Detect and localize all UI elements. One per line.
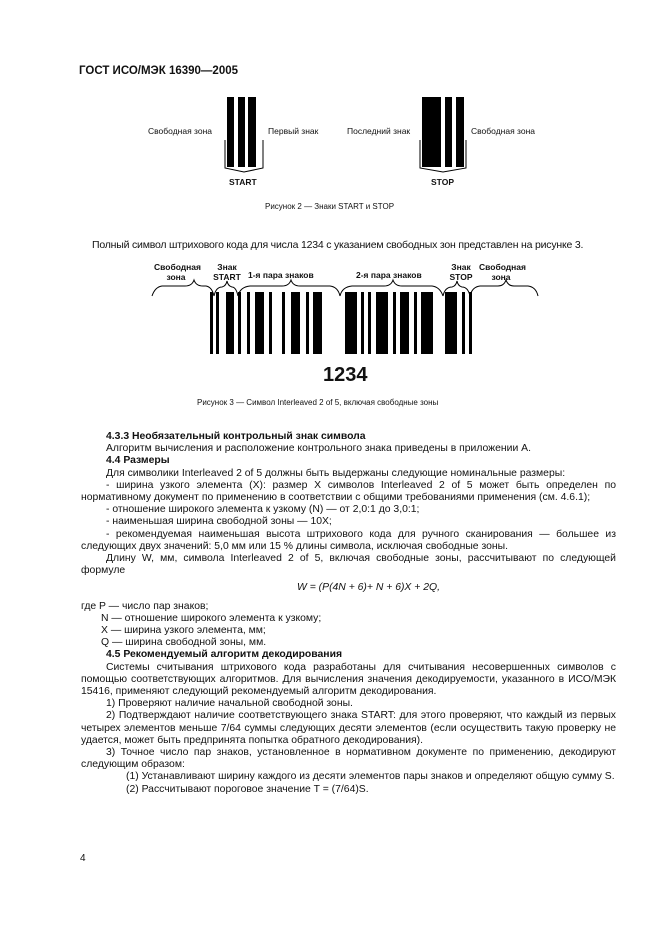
barcode-bar: [345, 292, 357, 354]
barcode-bar: [376, 292, 388, 354]
fig3-left-quiet-zone-label: Свободная зона: [154, 262, 201, 282]
dimension-item-height: - рекомендуемая наименьшая высота штрихового кода для ручного сканирования — большее из следующих двух значений: 5,0 мм или 15 % длины символа, исключая свободные зоны.: [81, 528, 616, 552]
bracket-pair1: [238, 280, 340, 296]
bracket-left-quiet: [152, 280, 214, 296]
fig3-first-pair-label: 1-я пара знаков: [248, 270, 314, 280]
where-q: Q — ширина свободной зоны, мм.: [101, 637, 267, 649]
length-paragraph: Длину W, мм, символа Interleaved 2 of 5, включая свободные зоны, рассчитывают по следующей формуле: [81, 553, 616, 577]
fig2-first-character-label: Первый знак: [268, 126, 319, 136]
dimension-item-ratio: - отношение широкого элемента к узкому (N) — от 2,0:1 до 3,0:1;: [106, 504, 420, 516]
barcode-bar: [255, 292, 264, 354]
section-4-5-text: Системы считывания штрихового кода разработаны для считывания несовершенных символов с помощью соответствующих алгоритмов. Для вычисления значения декодируемости, указанного в ИСО/МЭК 15416, применяют следующий рекомендуемый алгоритм декодирования.: [81, 661, 616, 698]
section-4-4-intro: Для символики Interleaved 2 of 5 должны быть выдержаны следующие номинальные размеры:: [106, 467, 566, 479]
fig3-human-readable-number: 1234: [323, 364, 368, 386]
barcode-bar: [445, 292, 457, 354]
figure-3-caption: Рисунок 3 — Символ Interleaved 2 of 5, включая свободные зоны: [197, 398, 439, 407]
fig2-right-quiet-zone-label: Свободная зона: [471, 126, 535, 136]
fig3-bars: [210, 292, 472, 354]
barcode-bar: [361, 292, 364, 354]
barcode-bar: [226, 292, 234, 354]
figure-2-caption: Рисунок 2 — Знаки START и STOP: [265, 202, 395, 211]
barcode-bar: [469, 292, 472, 354]
fig2-stop-label: STOP: [431, 177, 454, 187]
decode-step-3: 3) Точное число пар знаков, установленное в нормативном документе по применению, декодируют следующим образом:: [81, 747, 616, 771]
decode-step-2: 2) Подтверждают наличие соответствующего знака START: для этого проверяют, что каждый из первых четырех элементов меньше 7/64 суммы следующих десяти элементов (если осуществить такую проверку не удается, может быть предпринята попытка обратного декодирования).: [81, 710, 616, 746]
fig3-second-pair-label: 2-я пара знаков: [356, 270, 422, 280]
section-4-5-heading: 4.5 Рекомендуемый алгоритм декодирования: [106, 649, 343, 661]
decode-step-1: 1) Проверяют наличие начальной свободной зоны.: [106, 698, 353, 710]
section-4-4-heading: 4.4 Размеры: [106, 455, 170, 467]
fig3-stop-sign-label: Знак STOP: [449, 262, 473, 282]
fig2-last-character-label: Последний знак: [347, 126, 411, 136]
document-header: ГОСТ ИСО/МЭК 16390—2005: [79, 65, 239, 77]
decode-sub-step-2: (2) Рассчитывают пороговое значение T = (7/64)S.: [126, 783, 369, 795]
barcode-bar: [216, 292, 219, 354]
barcode-bar: [238, 292, 241, 354]
fig2-start-label: START: [229, 177, 257, 187]
section-4-3-3-heading: 4.3.3 Необязательный контрольный знак символа: [106, 431, 366, 442]
where-n: N — отношение широкого элемента к узкому;: [101, 612, 322, 624]
where-x: X — ширина узкого элемента, мм;: [101, 625, 266, 637]
body-text: [81, 431, 616, 796]
barcode-bar: [368, 292, 371, 354]
barcode-bar: [282, 292, 285, 354]
barcode-bar: [414, 292, 417, 354]
barcode-bar: [306, 292, 309, 354]
fig2-left-quiet-zone-label: Свободная зона: [148, 126, 212, 136]
barcode-bar: [313, 292, 322, 354]
decode-sub-step-1: (1) Устанавливают ширину каждого из десяти элементов пары знаков и определяют общую сумму S.: [126, 771, 615, 783]
barcode-bar: [421, 292, 433, 354]
dimension-item-narrow-width: - ширина узкого элемента (X): размер X символов Interleaved 2 of 5 может быть определен по нормативному документ по применению в соответствии с общими требованиями применения (см. 4.6.1);: [81, 479, 616, 504]
bracket-right-quiet: [470, 280, 538, 296]
barcode-bar: [291, 292, 300, 354]
section-4-3-3-text: Алгоритм вычисления и расположение контрольного знака приведены в приложении А.: [106, 443, 531, 455]
where-p: где P — число пар знаков;: [81, 600, 209, 612]
barcode-bar: [400, 292, 409, 354]
barcode-bar: [462, 292, 465, 354]
barcode-bar: [393, 292, 396, 354]
dimension-item-quiet-zone: - наименьшая ширина свободной зоны — 10X;: [106, 516, 332, 528]
fig3-right-quiet-zone-label: Свободная зона: [479, 262, 526, 282]
barcode-bar: [247, 292, 250, 354]
fig3-start-sign-label: Знак START: [213, 262, 241, 282]
interleaved-barcode-drawing: [0, 0, 661, 370]
barcode-bar: [269, 292, 272, 354]
intro-paragraph: Полный символ штрихового кода для числа 1234 с указанием свободных зон представлен на рисунке 3.: [92, 239, 584, 251]
length-formula: W = (P(4N + 6)+ N + 6)X + 2Q,: [297, 582, 440, 594]
page-number: 4: [80, 853, 86, 864]
barcode-bar: [210, 292, 213, 354]
